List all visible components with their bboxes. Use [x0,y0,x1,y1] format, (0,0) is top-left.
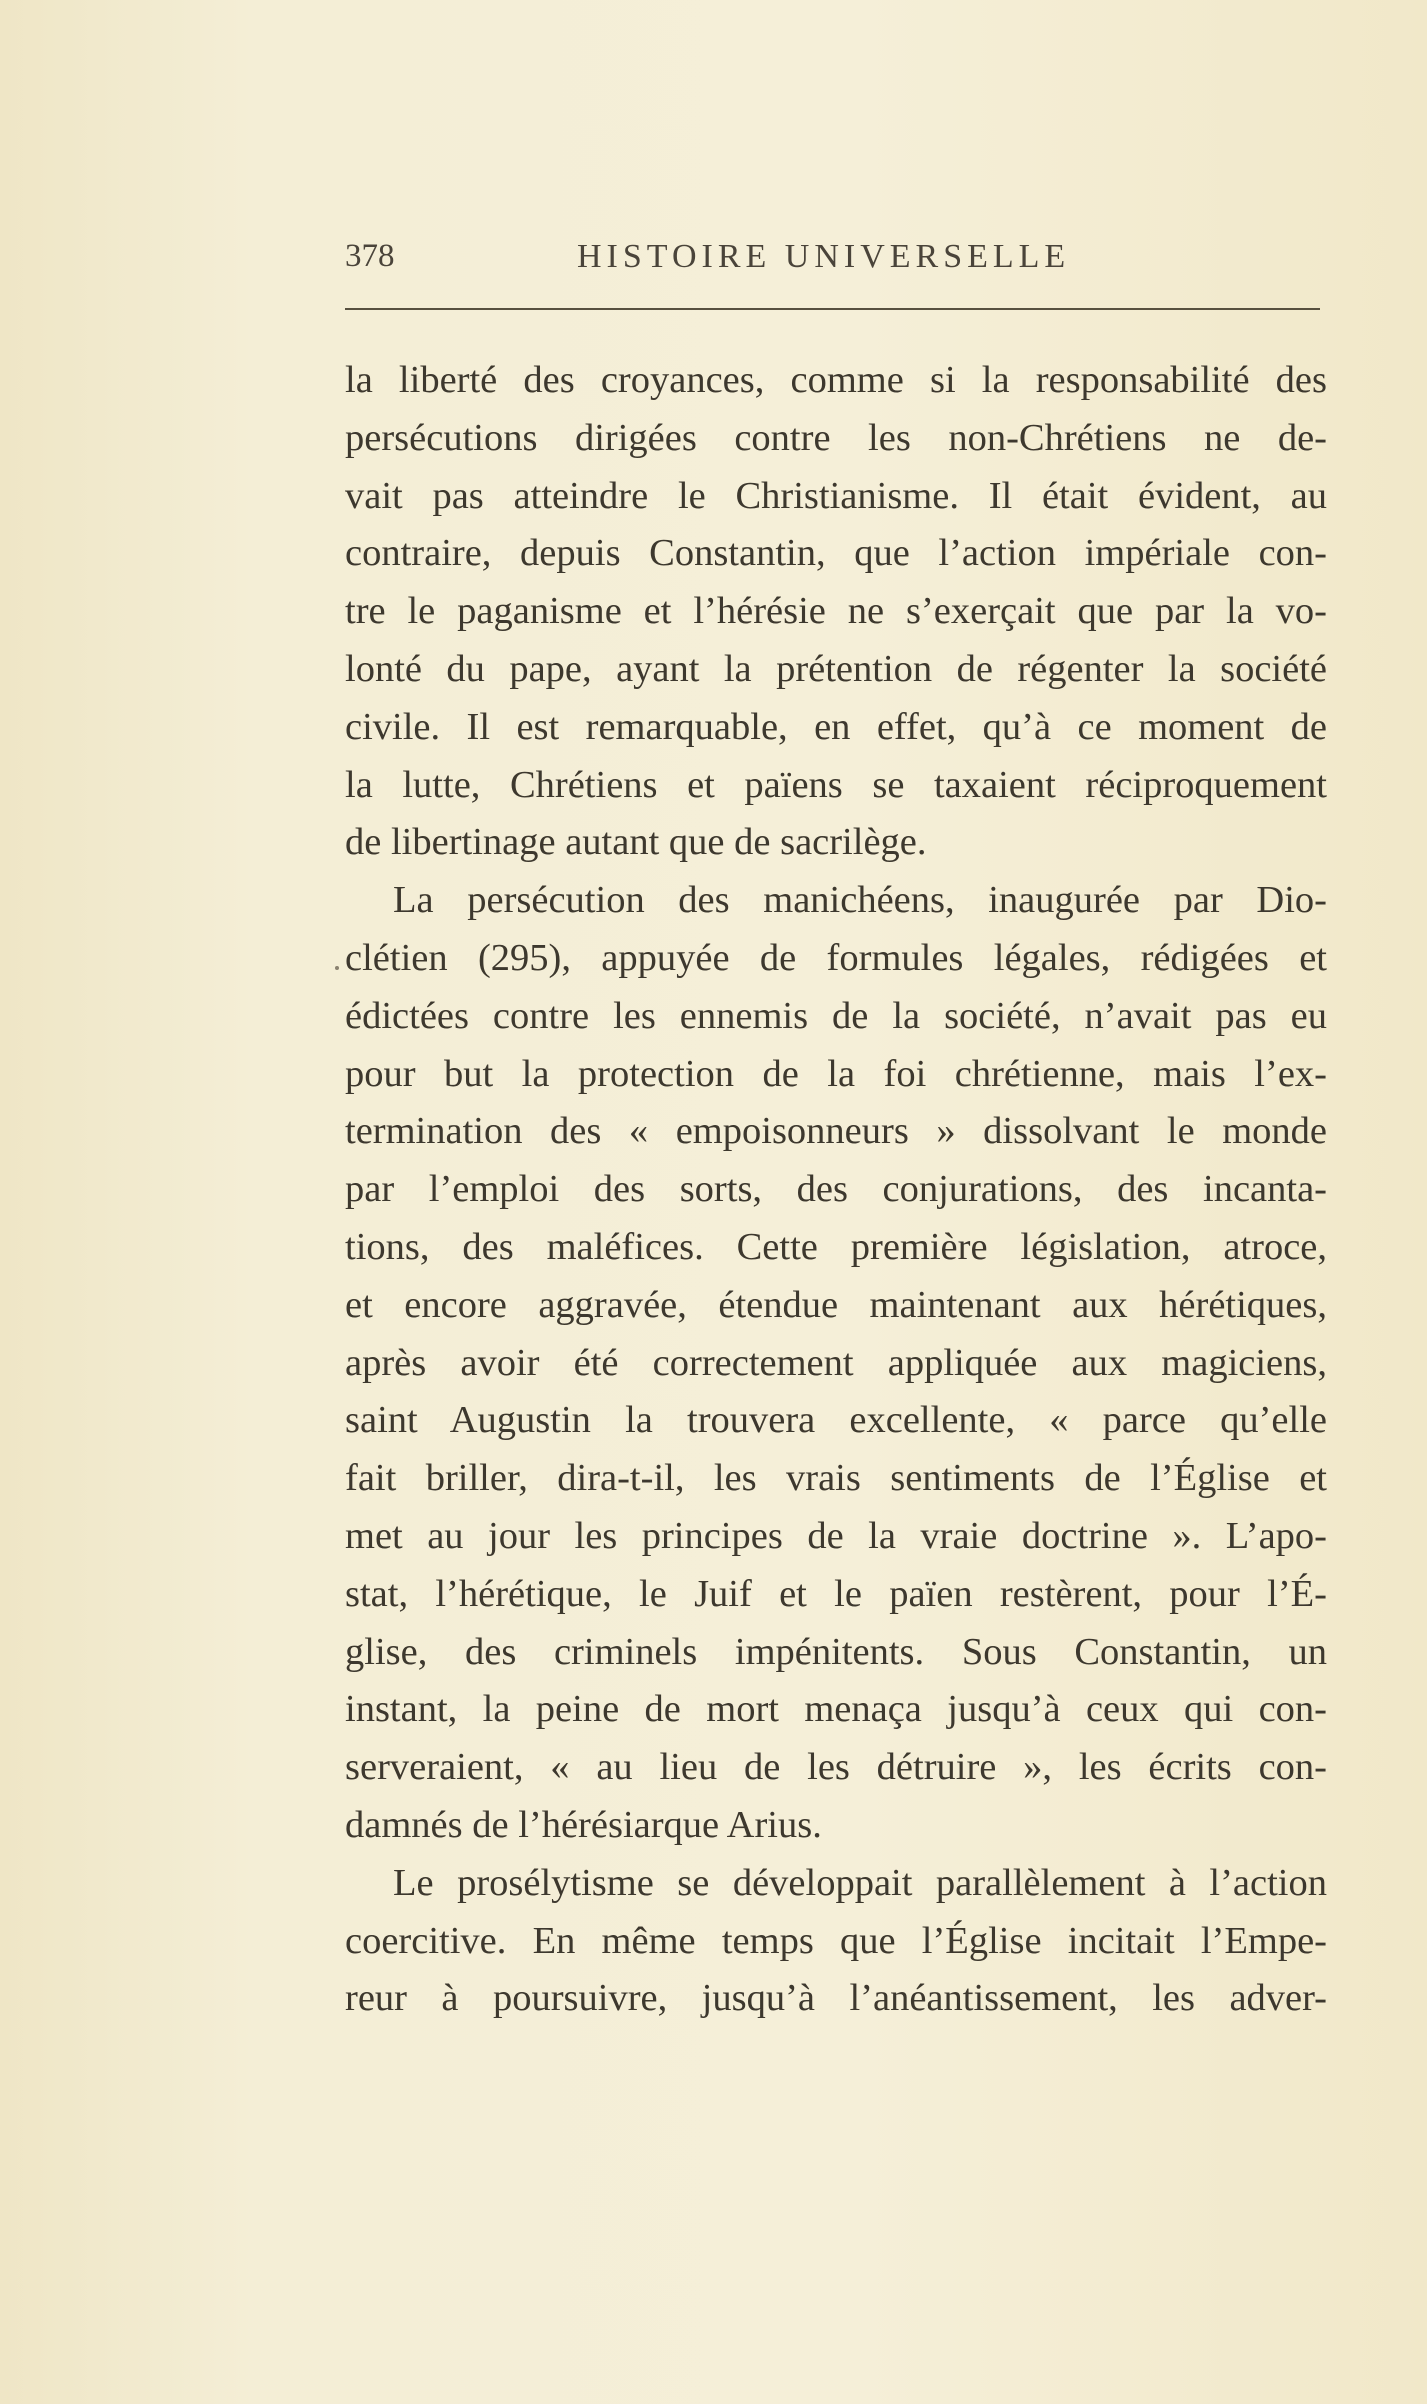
text-line: reur à poursuivre, jusqu’à l’anéantissement, les adver- [345,1977,1327,2020]
text-line: tre le paganisme et l’hérésie ne s’exerçait que par la vo- [345,590,1327,633]
text-line: vait pas atteindre le Christianisme. Il était évident, au [345,474,1327,517]
text-line: après avoir été correctement appliquée aux magiciens, [345,1341,1327,1384]
text-line: met au jour les principes de la vraie doctrine ». L’apo- [345,1514,1327,1557]
text-line: et encore aggravée, étendue maintenant aux hérétiques, [345,1283,1327,1326]
page-number: 378 [345,238,395,274]
text-line: la liberté des croyances, comme si la responsabilité des [345,359,1327,401]
text-line: saint Augustin la trouvera excellente, « parce qu’elle [345,1399,1327,1442]
text-line: coercitive. En même temps que l’Église incitait l’Empe- [345,1919,1327,1962]
text-line: par l’emploi des sorts, des conjurations, des incanta- [345,1168,1327,1211]
text-line: serveraient, « au lieu de les détruire », les écrits con- [345,1746,1327,1789]
text-line: glise, des criminels impénitents. Sous Constantin, un [345,1630,1327,1673]
body-text [345,352,1327,2028]
text-line: fait briller, dira-t-il, les vrais sentiments de l’Église et [345,1457,1327,1500]
text-line: édictées contre les ennemis de la société, n’avait pas eu [345,994,1327,1037]
text-line: instant, la peine de mort menaça jusqu’à ceux qui con- [345,1688,1327,1731]
text-line: damnés de l’hérésiarque Arius. [345,1803,822,1846]
page-header [345,228,1320,288]
text-line: la lutte, Chrétiens et païens se taxaient réciproquement [345,763,1327,806]
text-line: lonté du pape, ayant la prétention de régenter la société [345,647,1327,690]
text-line: clétien (295), appuyée de formules légales, rédigées et [345,936,1327,979]
text-line: La persécution des manichéens, inaugurée par Dio- [393,879,1327,922]
text-line: persécutions dirigées contre les non-Chrétiens ne de- [345,416,1327,459]
text-line: contraire, depuis Constantin, que l’action impériale con- [345,532,1327,575]
text-line: tions, des maléfices. Cette première législation, atroce, [345,1225,1327,1268]
margin-mark [335,966,339,970]
text-line: de libertinage autant que de sacrilège. [345,821,927,864]
text-line: pour but la protection de la foi chrétienne, mais l’ex- [345,1052,1327,1095]
text-line: civile. Il est remarquable, en effet, qu’à ce moment de [345,705,1327,748]
running-title: HISTOIRE UNIVERSELLE [577,238,1071,275]
text-line: termination des « empoisonneurs » dissolvant le monde [345,1110,1327,1153]
text-line: stat, l’hérétique, le Juif et le païen restèrent, pour l’É- [345,1572,1327,1615]
text-line: Le prosélytisme se développait parallèlement à l’action [393,1861,1327,1904]
header-rule [345,308,1320,310]
